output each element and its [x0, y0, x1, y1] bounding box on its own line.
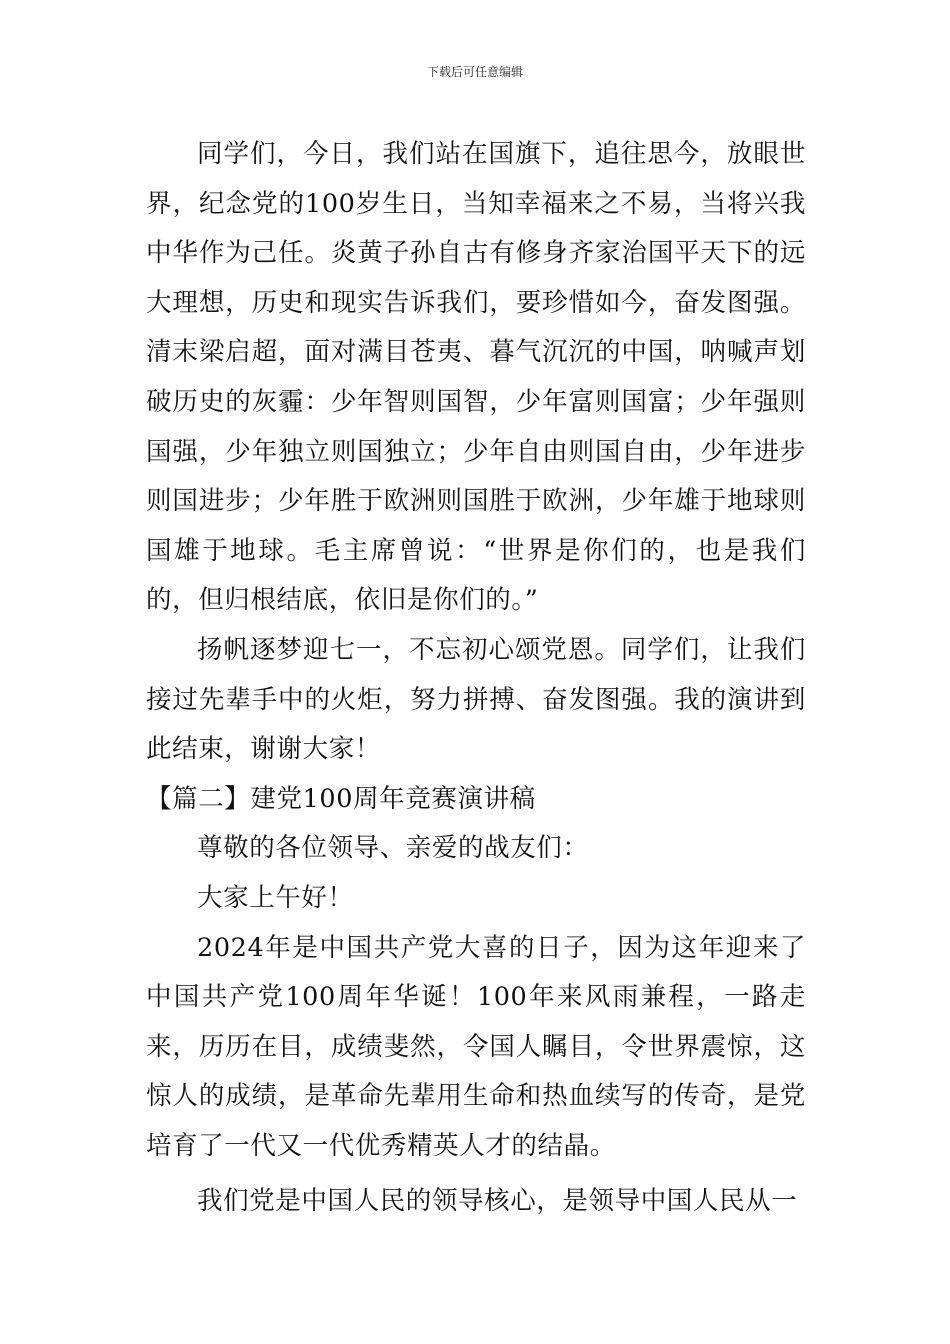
salutation: 尊敬的各位领导、亲爱的战友们：	[197, 833, 589, 864]
paragraph-3: 2024年是中国共产党大喜的日子，因为这年迎来了中国共产党100周年华诞！100年来风雨兼程，一路走来，历历在目，成绩斐然，令国人瞩目，令世界震惊，这惊人的成绩，是革命先辈用生命和热血续写的传奇，是党培育了一代又一代优秀精英人才的结晶。	[146, 932, 806, 1161]
paragraph-1: 同学们，今日，我们站在国旗下，追往思今，放眼世界，纪念党的100岁生日，当知幸福来之不易，当将兴我中华作为己任。炎黄子孙自古有修身齐家治国平天下的远大理想，历史和现实告诉我们，要珍惜如今，奋发图强。清末梁启超，面对满目苍夷、暮气沉沉的中国，呐喊声划破历史的灰霾：少年智则国智，少年富则国富；少年强则国强，少年独立则国独立；少年自由则国自由，少年进步则国进步；少年胜于欧洲则国胜于欧洲，少年雄于地球则国雄于地球。毛主席曾说：“世界是你们的，也是我们的，但归根结底，依旧是你们的。”	[146, 139, 806, 616]
paragraph-2: 扬帆逐梦迎七一，不忘初心颂党恩。同学们，让我们接过先辈手中的火炬，努力拼搏、奋发图强。我的演讲到此结束，谢谢大家！	[146, 634, 806, 765]
document-body	[146, 130, 806, 1227]
page-header: 下载后可任意编辑	[426, 65, 523, 79]
section-heading: 【篇二】建党100周年竞赛演讲稿	[146, 783, 536, 814]
greeting: 大家上午好！	[197, 882, 354, 913]
paragraph-4: 我们党是中国人民的领导核心，是领导中国人民从一	[197, 1186, 798, 1217]
